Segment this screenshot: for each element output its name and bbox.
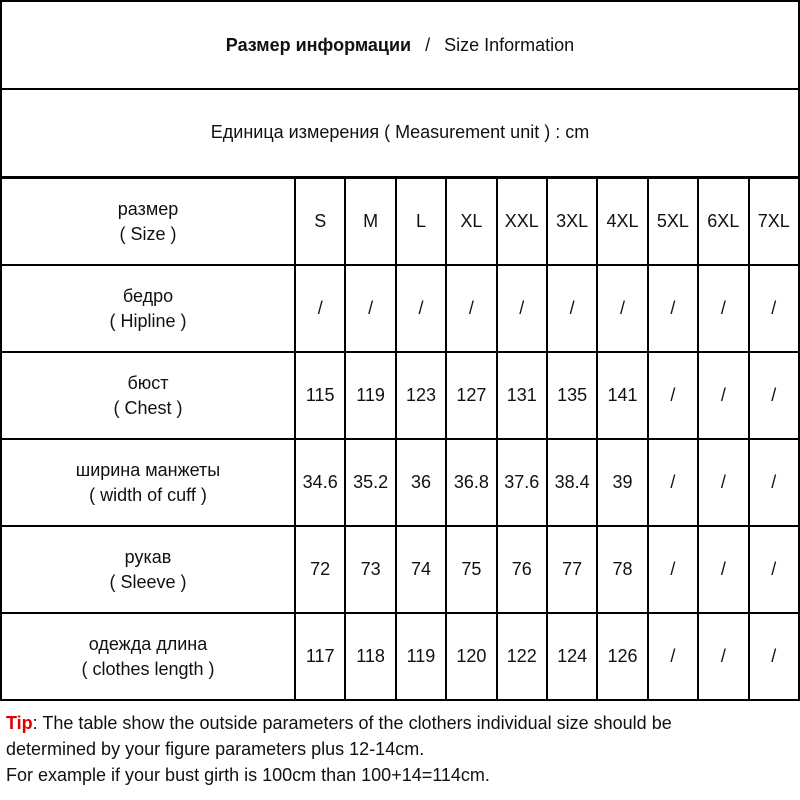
table-cell: 115 bbox=[295, 352, 345, 439]
row-label-en: ( Sleeve ) bbox=[109, 571, 187, 592]
row-label-en: ( clothes length ) bbox=[81, 658, 215, 679]
table-cell: 78 bbox=[597, 526, 647, 613]
table-cell: / bbox=[749, 439, 799, 526]
table-cell: 6XL bbox=[698, 178, 748, 265]
table-cell: / bbox=[698, 526, 748, 613]
table-cell: 7XL bbox=[749, 178, 799, 265]
table-cell: / bbox=[698, 352, 748, 439]
table-row bbox=[1, 613, 799, 700]
table-cell: XXL bbox=[497, 178, 547, 265]
size-table bbox=[0, 177, 800, 701]
table-cell: 122 bbox=[497, 613, 547, 700]
tip-note bbox=[6, 710, 796, 788]
table-row bbox=[1, 265, 799, 352]
row-label bbox=[1, 265, 295, 352]
table-cell: 119 bbox=[396, 613, 446, 700]
table-cell: 73 bbox=[345, 526, 395, 613]
title-en: Size Information bbox=[444, 34, 575, 55]
table-cell: 3XL bbox=[547, 178, 597, 265]
row-label bbox=[1, 439, 295, 526]
table-cell: / bbox=[295, 265, 345, 352]
measurement-unit-text: Единица измерения ( Measurement unit ) : cm bbox=[210, 121, 590, 142]
table-cell: 117 bbox=[295, 613, 345, 700]
table-cell: / bbox=[648, 526, 698, 613]
table-row bbox=[1, 439, 799, 526]
table-cell: 37.6 bbox=[497, 439, 547, 526]
table-cell: / bbox=[749, 352, 799, 439]
table-cell: 120 bbox=[446, 613, 496, 700]
table-cell: 76 bbox=[497, 526, 547, 613]
table-cell: 39 bbox=[597, 439, 647, 526]
row-label-ru: бедро bbox=[122, 285, 174, 306]
table-cell: 135 bbox=[547, 352, 597, 439]
table-cell: XL bbox=[446, 178, 496, 265]
table-cell: / bbox=[698, 439, 748, 526]
row-label bbox=[1, 613, 295, 700]
table-cell: / bbox=[648, 352, 698, 439]
row-label bbox=[1, 526, 295, 613]
table-cell: 119 bbox=[345, 352, 395, 439]
table-cell: / bbox=[497, 265, 547, 352]
table-cell: 36 bbox=[396, 439, 446, 526]
table-cell: / bbox=[749, 613, 799, 700]
row-label-ru: ширина манжеты bbox=[75, 459, 221, 480]
table-cell: 123 bbox=[396, 352, 446, 439]
table-row bbox=[1, 178, 799, 265]
table-cell: 72 bbox=[295, 526, 345, 613]
table-cell: 126 bbox=[597, 613, 647, 700]
title-row bbox=[0, 0, 800, 90]
table-cell: / bbox=[648, 265, 698, 352]
table-cell: 4XL bbox=[597, 178, 647, 265]
table-cell: M bbox=[345, 178, 395, 265]
row-label-en: ( Size ) bbox=[119, 223, 177, 244]
table-cell: 5XL bbox=[648, 178, 698, 265]
row-label-en: ( Hipline ) bbox=[109, 310, 187, 331]
table-cell: / bbox=[597, 265, 647, 352]
table-cell: 36.8 bbox=[446, 439, 496, 526]
title-ru: Размер информации bbox=[225, 34, 412, 55]
table-cell: / bbox=[749, 526, 799, 613]
table-cell: / bbox=[749, 265, 799, 352]
table-cell: 75 bbox=[446, 526, 496, 613]
table-cell: / bbox=[648, 439, 698, 526]
row-label-ru: одежда длина bbox=[88, 633, 208, 654]
table-cell: / bbox=[698, 265, 748, 352]
tip-line-1: : The table show the outside parameters of the clothers individual size should be bbox=[32, 713, 672, 733]
table-cell: 34.6 bbox=[295, 439, 345, 526]
tip-line-2: determined by your figure parameters plus 12-14cm. bbox=[6, 739, 425, 759]
table-cell: 124 bbox=[547, 613, 597, 700]
table-cell: / bbox=[698, 613, 748, 700]
title-separator: / bbox=[425, 34, 431, 55]
table-cell: L bbox=[396, 178, 446, 265]
table-cell: / bbox=[345, 265, 395, 352]
tip-line-3: For example if your bust girth is 100cm than 100+14=114cm. bbox=[6, 765, 490, 785]
table-cell: 74 bbox=[396, 526, 446, 613]
table-cell: 38.4 bbox=[547, 439, 597, 526]
table-cell: 118 bbox=[345, 613, 395, 700]
table-cell: / bbox=[648, 613, 698, 700]
table-row bbox=[1, 352, 799, 439]
row-label bbox=[1, 178, 295, 265]
table-cell: 131 bbox=[497, 352, 547, 439]
tip-label: Tip bbox=[6, 713, 33, 733]
table-cell: 141 bbox=[597, 352, 647, 439]
table-cell: 127 bbox=[446, 352, 496, 439]
table-cell: 77 bbox=[547, 526, 597, 613]
row-label-ru: бюст bbox=[127, 372, 169, 393]
measurement-unit-row bbox=[0, 88, 800, 178]
table-cell: / bbox=[396, 265, 446, 352]
table-cell: / bbox=[446, 265, 496, 352]
row-label-ru: рукав bbox=[124, 546, 172, 567]
row-label-en: ( width of cuff ) bbox=[89, 484, 207, 505]
row-label bbox=[1, 352, 295, 439]
table-cell: / bbox=[547, 265, 597, 352]
table-row bbox=[1, 526, 799, 613]
row-label-en: ( Chest ) bbox=[113, 397, 183, 418]
row-label-ru: размер bbox=[117, 198, 179, 219]
table-cell: 35.2 bbox=[345, 439, 395, 526]
table-cell: S bbox=[295, 178, 345, 265]
